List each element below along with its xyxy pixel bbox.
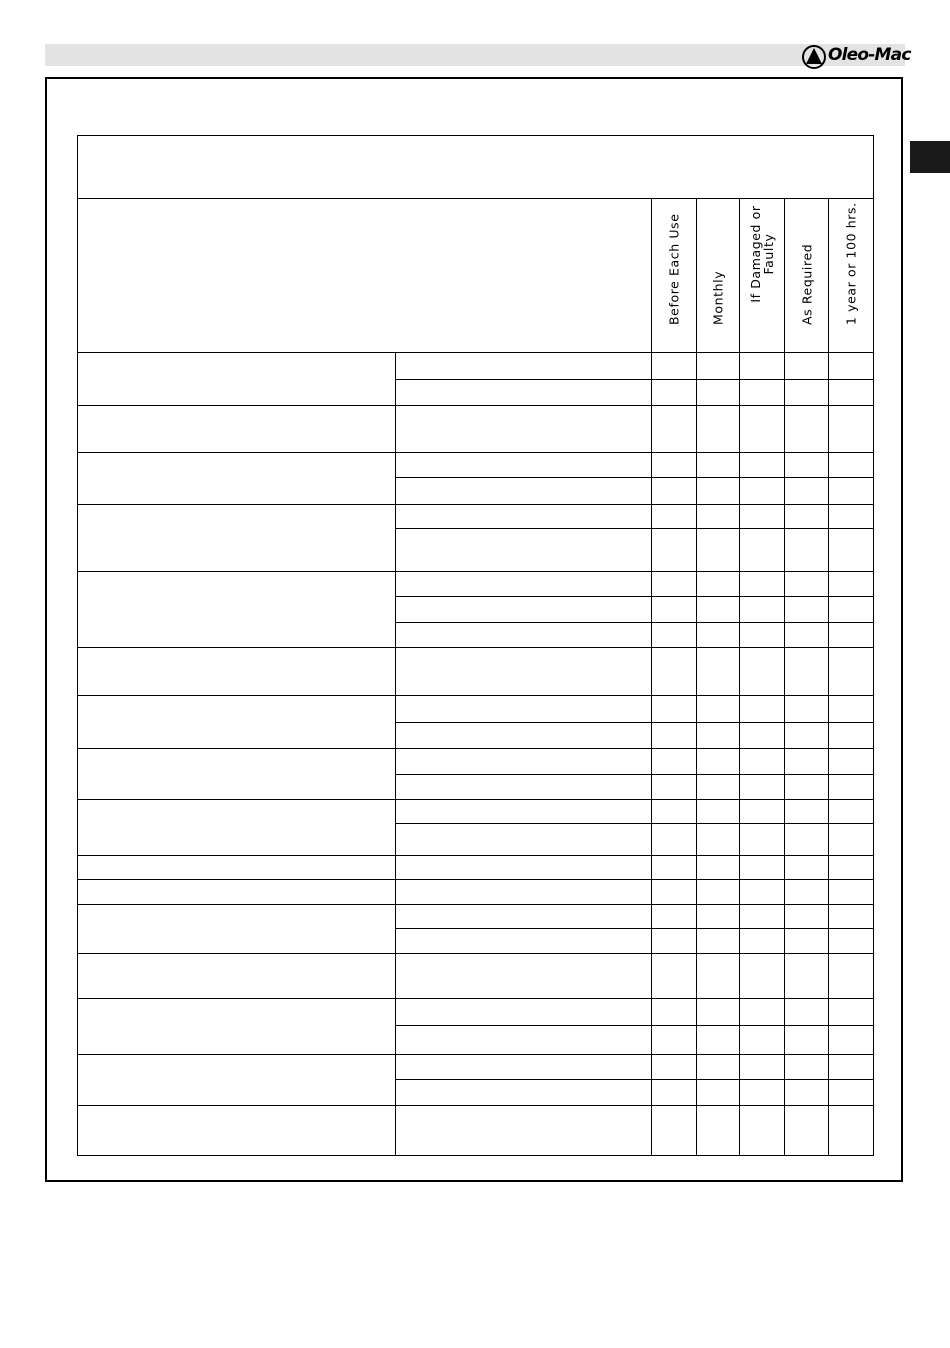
interval-cell	[829, 775, 874, 800]
interval-cell	[697, 1080, 740, 1106]
header-blank-cell	[78, 199, 652, 353]
interval-cell	[785, 1106, 829, 1156]
interval-cell	[785, 723, 829, 749]
interval-cell	[697, 999, 740, 1026]
interval-cell	[652, 353, 697, 380]
interval-cell	[697, 380, 740, 406]
interval-cell	[740, 880, 785, 905]
table-row	[78, 800, 874, 824]
interval-cell	[740, 723, 785, 749]
interval-cell	[785, 800, 829, 824]
table-row	[78, 1106, 874, 1156]
interval-cell	[829, 505, 874, 529]
interval-cell	[785, 1026, 829, 1055]
interval-cell	[652, 380, 697, 406]
operation-cell	[396, 800, 652, 824]
operation-cell	[396, 1055, 652, 1080]
interval-cell	[785, 824, 829, 856]
interval-cell	[829, 800, 874, 824]
interval-cell	[740, 478, 785, 505]
brand-logo	[800, 42, 911, 72]
item-cell	[78, 1055, 396, 1106]
interval-cell	[829, 696, 874, 723]
interval-cell	[697, 856, 740, 880]
interval-cell	[740, 800, 785, 824]
interval-cell	[652, 800, 697, 824]
interval-cell	[697, 353, 740, 380]
interval-cell	[740, 1055, 785, 1080]
table-row	[78, 905, 874, 929]
interval-cell	[652, 954, 697, 999]
interval-cell	[785, 775, 829, 800]
brand-logo-text: Oleo-Mac	[828, 45, 911, 65]
interval-cell	[740, 623, 785, 648]
table-row	[78, 1055, 874, 1080]
interval-cell	[829, 824, 874, 856]
operation-cell	[396, 478, 652, 505]
interval-cell	[697, 623, 740, 648]
interval-cell	[652, 1080, 697, 1106]
interval-cell	[740, 597, 785, 623]
interval-cell	[785, 1055, 829, 1080]
table-title	[78, 136, 874, 199]
interval-cell	[697, 929, 740, 954]
interval-cell	[829, 1026, 874, 1055]
interval-cell	[829, 954, 874, 999]
interval-cell	[785, 406, 829, 453]
interval-cell	[697, 905, 740, 929]
column-header-monthly: Monthly	[697, 199, 740, 353]
interval-cell	[740, 954, 785, 999]
operation-cell	[396, 505, 652, 529]
interval-cell	[829, 406, 874, 453]
operation-cell	[396, 723, 652, 749]
interval-cell	[652, 1106, 697, 1156]
interval-cell	[740, 648, 785, 696]
interval-cell	[829, 353, 874, 380]
interval-cell	[740, 824, 785, 856]
table-row	[78, 999, 874, 1026]
operation-cell	[396, 529, 652, 572]
operation-cell	[396, 648, 652, 696]
interval-cell	[697, 1106, 740, 1156]
operation-cell	[396, 380, 652, 406]
column-header-1-year: 1 year or 100 hrs.	[829, 199, 874, 353]
item-cell	[78, 453, 396, 505]
interval-cell	[697, 749, 740, 775]
interval-cell	[829, 380, 874, 406]
interval-cell	[785, 353, 829, 380]
interval-cell	[785, 856, 829, 880]
interval-cell	[652, 406, 697, 453]
interval-cell	[740, 775, 785, 800]
operation-cell	[396, 623, 652, 648]
interval-cell	[829, 929, 874, 954]
interval-cell	[829, 453, 874, 478]
operation-cell	[396, 775, 652, 800]
interval-cell	[652, 696, 697, 723]
interval-cell	[697, 880, 740, 905]
table-row	[78, 505, 874, 529]
interval-cell	[785, 597, 829, 623]
interval-cell	[829, 1080, 874, 1106]
interval-cell	[697, 800, 740, 824]
interval-cell	[652, 749, 697, 775]
interval-cell	[785, 623, 829, 648]
operation-cell	[396, 572, 652, 597]
interval-cell	[785, 880, 829, 905]
column-header-before-each-use: Before Each Use	[652, 199, 697, 353]
interval-cell	[829, 723, 874, 749]
operation-cell	[396, 453, 652, 478]
interval-cell	[785, 380, 829, 406]
item-cell	[78, 648, 396, 696]
interval-cell	[740, 529, 785, 572]
item-cell	[78, 856, 396, 880]
interval-cell	[740, 572, 785, 597]
operation-cell	[396, 856, 652, 880]
interval-cell	[697, 597, 740, 623]
interval-cell	[697, 1055, 740, 1080]
interval-cell	[697, 406, 740, 453]
interval-cell	[740, 406, 785, 453]
operation-cell	[396, 954, 652, 999]
interval-cell	[829, 529, 874, 572]
interval-cell	[652, 775, 697, 800]
interval-cell	[740, 353, 785, 380]
operation-cell	[396, 880, 652, 905]
table-row	[78, 453, 874, 478]
interval-cell	[740, 929, 785, 954]
interval-cell	[697, 453, 740, 478]
interval-cell	[697, 824, 740, 856]
interval-cell	[740, 380, 785, 406]
interval-cell	[829, 999, 874, 1026]
item-cell	[78, 749, 396, 800]
operation-cell	[396, 999, 652, 1026]
item-cell	[78, 1106, 396, 1156]
table-row	[78, 572, 874, 597]
interval-cell	[829, 597, 874, 623]
interval-cell	[829, 880, 874, 905]
interval-cell	[652, 723, 697, 749]
operation-cell	[396, 1080, 652, 1106]
operation-cell	[396, 353, 652, 380]
interval-cell	[697, 572, 740, 597]
interval-cell	[652, 999, 697, 1026]
interval-cell	[785, 1080, 829, 1106]
item-cell	[78, 880, 396, 905]
interval-cell	[785, 929, 829, 954]
interval-cell	[785, 905, 829, 929]
table-title-row	[78, 136, 874, 199]
interval-cell	[697, 775, 740, 800]
interval-cell	[785, 954, 829, 999]
interval-cell	[829, 856, 874, 880]
interval-cell	[785, 529, 829, 572]
maintenance-schedule-table	[77, 135, 874, 1156]
item-cell	[78, 353, 396, 406]
interval-cell	[785, 453, 829, 478]
operation-cell	[396, 824, 652, 856]
item-cell	[78, 954, 396, 999]
interval-cell	[697, 478, 740, 505]
interval-cell	[829, 905, 874, 929]
table-row	[78, 954, 874, 999]
interval-cell	[785, 572, 829, 597]
item-cell	[78, 505, 396, 572]
operation-cell	[396, 929, 652, 954]
interval-cell	[652, 1055, 697, 1080]
interval-cell	[652, 648, 697, 696]
interval-cell	[785, 505, 829, 529]
interval-cell	[697, 696, 740, 723]
table-row	[78, 406, 874, 453]
interval-cell	[829, 749, 874, 775]
interval-cell	[829, 1106, 874, 1156]
interval-cell	[652, 529, 697, 572]
header-bar	[45, 44, 905, 66]
column-header-as-required: As Required	[785, 199, 829, 353]
interval-cell	[652, 880, 697, 905]
interval-cell	[652, 572, 697, 597]
interval-cell	[829, 623, 874, 648]
table-row	[78, 353, 874, 380]
interval-cell	[829, 572, 874, 597]
column-header-if-damaged: If Damaged or Faulty	[740, 199, 785, 353]
operation-cell	[396, 905, 652, 929]
interval-cell	[785, 648, 829, 696]
operation-cell	[396, 1026, 652, 1055]
interval-cell	[740, 696, 785, 723]
interval-cell	[740, 505, 785, 529]
interval-cell	[740, 1106, 785, 1156]
interval-cell	[785, 696, 829, 723]
interval-cell	[652, 453, 697, 478]
interval-cell	[652, 856, 697, 880]
item-cell	[78, 999, 396, 1055]
interval-cell	[697, 648, 740, 696]
interval-cell	[740, 1026, 785, 1055]
interval-cell	[740, 999, 785, 1026]
interval-cell	[652, 824, 697, 856]
interval-cell	[652, 597, 697, 623]
interval-cell	[740, 453, 785, 478]
interval-cell	[740, 749, 785, 775]
interval-cell	[652, 929, 697, 954]
item-cell	[78, 696, 396, 749]
interval-cell	[697, 954, 740, 999]
item-cell	[78, 905, 396, 954]
interval-cell	[697, 505, 740, 529]
interval-cell	[652, 905, 697, 929]
table-row	[78, 648, 874, 696]
section-tab-marker	[910, 141, 950, 173]
interval-cell	[740, 905, 785, 929]
table-row	[78, 880, 874, 905]
item-cell	[78, 800, 396, 856]
table-row	[78, 696, 874, 723]
interval-cell	[829, 478, 874, 505]
interval-cell	[785, 478, 829, 505]
interval-cell	[652, 1026, 697, 1055]
operation-cell	[396, 696, 652, 723]
operation-cell	[396, 406, 652, 453]
interval-cell	[697, 529, 740, 572]
interval-cell	[652, 478, 697, 505]
interval-cell	[829, 648, 874, 696]
item-cell	[78, 572, 396, 648]
interval-cell	[829, 1055, 874, 1080]
interval-cell	[740, 1080, 785, 1106]
interval-cell	[697, 723, 740, 749]
interval-cell	[785, 999, 829, 1026]
interval-cell	[652, 505, 697, 529]
table-row	[78, 856, 874, 880]
brand-logo-icon	[800, 42, 828, 72]
table-row	[78, 749, 874, 775]
interval-cell	[740, 856, 785, 880]
interval-cell	[697, 1026, 740, 1055]
item-cell	[78, 406, 396, 453]
table-header-row	[78, 199, 874, 353]
operation-cell	[396, 597, 652, 623]
interval-cell	[652, 623, 697, 648]
interval-cell	[785, 749, 829, 775]
operation-cell	[396, 749, 652, 775]
operation-cell	[396, 1106, 652, 1156]
